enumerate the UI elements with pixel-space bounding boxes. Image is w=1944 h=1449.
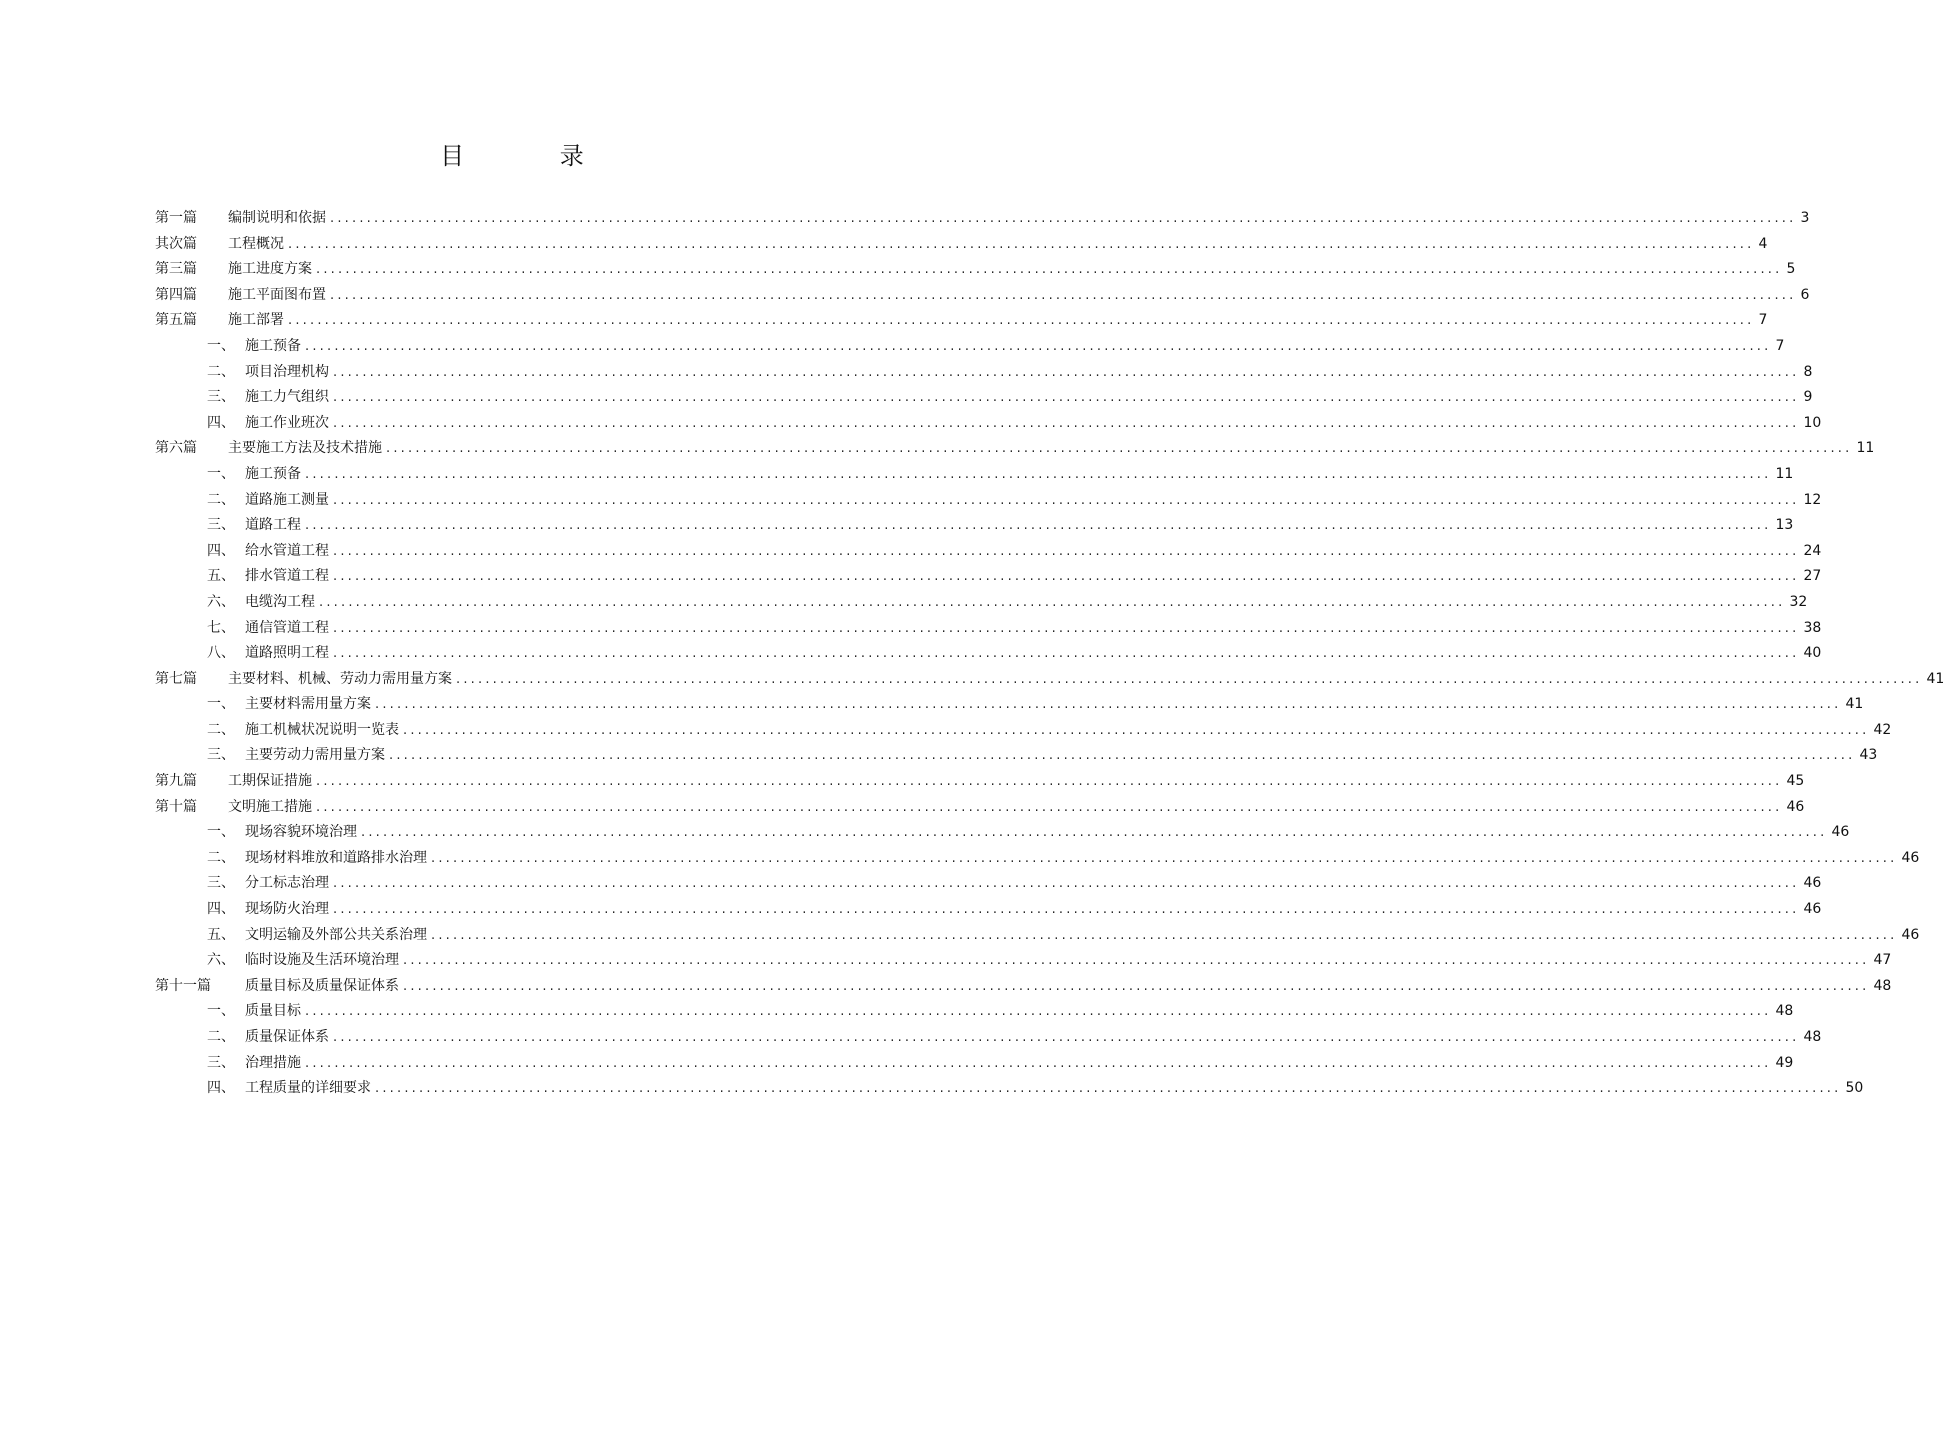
toc-leader-dots: ........................................................................................................................................................................................................ xyxy=(333,492,1800,508)
toc-entry[interactable] xyxy=(155,999,1794,1025)
toc-entry-number: 第九篇 xyxy=(155,773,197,790)
toc-entry-page: 38 xyxy=(1803,619,1822,636)
toc-entry-number: 三、 xyxy=(207,1054,235,1071)
toc-entry[interactable] xyxy=(155,974,1892,1000)
toc-entry-number: 二、 xyxy=(207,363,235,380)
toc-entry-label: 施工进度方案 xyxy=(228,261,312,278)
table-of-contents xyxy=(155,206,1944,1102)
toc-entry[interactable] xyxy=(155,513,1794,539)
toc-entry[interactable] xyxy=(155,283,1810,309)
toc-leader-dots: ........................................................................................................................................................................................................ xyxy=(305,518,1772,534)
toc-entry-label: 施工平面图布置 xyxy=(228,286,326,303)
toc-leader-dots: ........................................................................................................................................................................................................ xyxy=(333,902,1800,918)
toc-entry-label: 治理措施 xyxy=(245,1054,301,1071)
toc-entry[interactable] xyxy=(155,718,1892,744)
toc-entry-number: 三、 xyxy=(207,389,235,406)
toc-entry[interactable] xyxy=(155,897,1822,923)
toc-entry[interactable] xyxy=(155,923,1920,949)
toc-entry-page: 46 xyxy=(1786,798,1805,815)
toc-entry-number: 一、 xyxy=(207,465,235,482)
toc-entry-number: 六、 xyxy=(207,593,235,610)
toc-entry[interactable] xyxy=(155,232,1768,258)
toc-entry-label: 质量目标 xyxy=(245,1003,301,1020)
toc-entry-page: 46 xyxy=(1901,926,1920,943)
toc-entry-number: 三、 xyxy=(207,747,235,764)
toc-leader-dots: ........................................................................................................................................................................................................ xyxy=(330,287,1797,303)
toc-entry[interactable] xyxy=(155,308,1768,334)
toc-leader-dots: ........................................................................................................................................................................................................ xyxy=(319,594,1786,610)
toc-entry-label: 施工部署 xyxy=(228,312,284,329)
toc-entry-page: 11 xyxy=(1856,440,1875,457)
toc-entry-page: 41 xyxy=(1926,670,1944,687)
toc-leader-dots: ........................................................................................................................................................................................................ xyxy=(288,313,1755,329)
toc-entry-page: 8 xyxy=(1803,363,1813,380)
page-title: 目 录 xyxy=(440,142,628,170)
toc-entry-label: 施工力气组织 xyxy=(245,389,329,406)
toc-entry-page: 45 xyxy=(1786,773,1805,790)
toc-entry-label: 现场容貌环境治理 xyxy=(245,824,357,841)
toc-entry-page: 48 xyxy=(1775,1003,1794,1020)
toc-entry-number: 二、 xyxy=(207,491,235,508)
toc-entry-label: 施工机械状况说明一览表 xyxy=(245,721,399,738)
toc-entry-number: 一、 xyxy=(207,824,235,841)
toc-entry-label: 质量保证体系 xyxy=(245,1029,329,1045)
toc-entry-label: 现场防火治理 xyxy=(245,901,329,918)
toc-entry[interactable] xyxy=(155,436,1875,462)
toc-entry-number: 八、 xyxy=(207,645,235,662)
toc-entry-page: 6 xyxy=(1800,286,1810,303)
toc-entry-label: 质量目标及质量保证体系 xyxy=(245,977,399,994)
toc-entry-label: 主要材料、机械、劳动力需用量方案 xyxy=(228,670,452,687)
toc-entry-number: 一、 xyxy=(207,337,235,354)
toc-entry-page: 7 xyxy=(1775,337,1785,354)
toc-entry-label: 施工作业班次 xyxy=(245,414,329,431)
toc-entry-label: 工程质量的详细要求 xyxy=(245,1080,371,1097)
toc-entry[interactable] xyxy=(155,795,1805,821)
toc-entry-page: 9 xyxy=(1803,389,1813,406)
toc-leader-dots: ........................................................................................................................................................................................................ xyxy=(386,441,1853,457)
toc-entry-label: 工程概况 xyxy=(228,235,284,252)
toc-entry-number: 二、 xyxy=(207,1029,235,1045)
toc-entry-page: 48 xyxy=(1803,1029,1822,1045)
toc-entry[interactable] xyxy=(155,820,1850,846)
toc-leader-dots: ........................................................................................................................................................................................................ xyxy=(316,774,1783,790)
toc-leader-dots: ........................................................................................................................................................................................................ xyxy=(333,569,1800,585)
toc-entry[interactable] xyxy=(155,692,1864,718)
toc-entry-page: 10 xyxy=(1803,414,1822,431)
toc-leader-dots: ........................................................................................................................................................................................................ xyxy=(403,953,1870,969)
toc-entry-number: 五、 xyxy=(207,926,235,943)
toc-leader-dots: ........................................................................................................................................................................................................ xyxy=(333,1030,1800,1045)
toc-entry-number: 其次篇 xyxy=(155,235,197,252)
toc-entry-page: 40 xyxy=(1803,645,1822,662)
toc-entry-label: 文明运输及外部公共关系治理 xyxy=(245,926,427,943)
toc-entry-label: 施工预备 xyxy=(245,465,301,482)
toc-leader-dots: ........................................................................................................................................................................................................ xyxy=(305,1055,1772,1071)
toc-leader-dots: ........................................................................................................................................................................................................ xyxy=(305,338,1772,354)
toc-entry-label: 工期保证措施 xyxy=(228,773,312,790)
toc-entry[interactable] xyxy=(155,385,1813,411)
toc-entry-label: 主要施工方法及技术措施 xyxy=(228,440,382,457)
toc-entry[interactable] xyxy=(155,948,1892,974)
toc-leader-dots: ........................................................................................................................................................................................................ xyxy=(316,262,1783,278)
toc-entry[interactable] xyxy=(155,360,1813,386)
toc-entry-page: 13 xyxy=(1775,517,1794,534)
toc-leader-dots: ........................................................................................................................................................................................................ xyxy=(361,825,1828,841)
toc-entry[interactable] xyxy=(155,667,1944,693)
toc-entry-number: 第五篇 xyxy=(155,312,197,329)
toc-entry-label: 编制说明和依据 xyxy=(228,210,326,226)
toc-entry-page: 3 xyxy=(1800,210,1810,226)
toc-entry-label: 通信管道工程 xyxy=(245,619,329,636)
toc-entry-label: 施工预备 xyxy=(245,337,301,354)
toc-entry-page: 46 xyxy=(1803,901,1822,918)
toc-entry-number: 第十一篇 xyxy=(155,977,211,994)
toc-entry-label: 主要材料需用量方案 xyxy=(245,696,371,713)
toc-leader-dots: ........................................................................................................................................................................................................ xyxy=(305,1004,1772,1020)
toc-entry-page: 11 xyxy=(1775,465,1794,482)
toc-leader-dots: ........................................................................................................................................................................................................ xyxy=(431,850,1898,866)
toc-entry-label: 排水管道工程 xyxy=(245,568,329,585)
toc-entry-number: 二、 xyxy=(207,721,235,738)
toc-leader-dots: ........................................................................................................................................................................................................ xyxy=(389,748,1856,764)
toc-entry-page: 4 xyxy=(1758,235,1768,252)
toc-entry[interactable] xyxy=(155,411,1822,437)
toc-entry-label: 文明施工措施 xyxy=(228,798,312,815)
toc-entry-label: 临时设施及生活环境治理 xyxy=(245,952,399,969)
toc-entry-number: 第六篇 xyxy=(155,440,197,457)
toc-entry-page: 27 xyxy=(1803,568,1822,585)
toc-leader-dots: ........................................................................................................................................................................................................ xyxy=(403,722,1870,738)
toc-entry-page: 24 xyxy=(1803,542,1822,559)
toc-entry-number: 四、 xyxy=(207,1080,235,1097)
toc-entry-page: 46 xyxy=(1803,875,1822,892)
toc-entry-number: 一、 xyxy=(207,1003,235,1020)
toc-entry-number: 三、 xyxy=(207,875,235,892)
toc-entry[interactable] xyxy=(155,488,1822,514)
toc-leader-dots: ........................................................................................................................................................................................................ xyxy=(288,236,1755,252)
toc-entry-label: 现场材料堆放和道路排水治理 xyxy=(245,849,427,866)
toc-leader-dots: ........................................................................................................................................................................................................ xyxy=(305,466,1772,482)
toc-entry-number: 二、 xyxy=(207,849,235,866)
toc-leader-dots: ........................................................................................................................................................................................................ xyxy=(333,543,1800,559)
toc-entry-number: 第一篇 xyxy=(155,210,197,226)
toc-entry-page: 47 xyxy=(1873,952,1892,969)
toc-entry[interactable] xyxy=(155,871,1822,897)
toc-entry-label: 分工标志治理 xyxy=(245,875,329,892)
toc-entry-number: 第七篇 xyxy=(155,670,197,687)
toc-entry-page: 43 xyxy=(1859,747,1878,764)
toc-entry-label: 道路施工测量 xyxy=(245,491,329,508)
toc-leader-dots: ........................................................................................................................................................................................................ xyxy=(333,646,1800,662)
toc-leader-dots: ........................................................................................................................................................................................................ xyxy=(316,799,1783,815)
toc-entry-page: 7 xyxy=(1758,312,1768,329)
toc-leader-dots: ........................................................................................................................................................................................................ xyxy=(431,927,1898,943)
toc-entry-number: 第十篇 xyxy=(155,798,197,815)
toc-entry-page: 48 xyxy=(1873,977,1892,994)
toc-entry-label: 主要劳动力需用量方案 xyxy=(245,747,385,764)
toc-entry[interactable] xyxy=(155,616,1822,642)
toc-leader-dots: ........................................................................................................................................................................................................ xyxy=(456,671,1923,687)
toc-entry-page: 5 xyxy=(1786,261,1796,278)
toc-leader-dots: ........................................................................................................................................................................................................ xyxy=(375,1081,1842,1097)
toc-entry-number: 一、 xyxy=(207,696,235,713)
toc-entry-number: 六、 xyxy=(207,952,235,969)
toc-entry-page: 46 xyxy=(1831,824,1850,841)
toc-entry-label: 电缆沟工程 xyxy=(245,593,315,610)
toc-leader-dots: ........................................................................................................................................................................................................ xyxy=(330,211,1797,226)
toc-entry-number: 四、 xyxy=(207,901,235,918)
toc-leader-dots: ........................................................................................................................................................................................................ xyxy=(333,620,1800,636)
toc-entry-label: 道路工程 xyxy=(245,517,301,534)
toc-entry-page: 42 xyxy=(1873,721,1892,738)
toc-leader-dots: ........................................................................................................................................................................................................ xyxy=(333,415,1800,431)
toc-entry-label: 给水管道工程 xyxy=(245,542,329,559)
toc-entry[interactable] xyxy=(155,590,1808,616)
toc-entry-number: 四、 xyxy=(207,542,235,559)
toc-entry-page: 50 xyxy=(1845,1080,1864,1097)
toc-entry-number: 四、 xyxy=(207,414,235,431)
toc-entry[interactable] xyxy=(155,641,1822,667)
toc-leader-dots: ........................................................................................................................................................................................................ xyxy=(333,364,1800,380)
toc-entry[interactable] xyxy=(155,206,1810,232)
toc-entry[interactable] xyxy=(155,539,1822,565)
toc-entry-page: 32 xyxy=(1789,593,1808,610)
toc-entry[interactable] xyxy=(155,257,1796,283)
toc-entry[interactable] xyxy=(155,564,1822,590)
toc-leader-dots: ........................................................................................................................................................................................................ xyxy=(403,978,1870,994)
toc-entry-number: 三、 xyxy=(207,517,235,534)
toc-entry-label: 项目治理机构 xyxy=(245,363,329,380)
toc-entry-page: 41 xyxy=(1845,696,1864,713)
toc-entry-page: 49 xyxy=(1775,1054,1794,1071)
toc-leader-dots: ........................................................................................................................................................................................................ xyxy=(333,876,1800,892)
toc-entry[interactable] xyxy=(155,1076,1864,1102)
toc-entry[interactable] xyxy=(155,462,1794,488)
toc-entry[interactable] xyxy=(155,334,1785,360)
toc-entry[interactable] xyxy=(155,1025,1822,1051)
toc-entry-number: 七、 xyxy=(207,619,235,636)
toc-entry[interactable] xyxy=(155,743,1878,769)
toc-entry-label: 道路照明工程 xyxy=(245,645,329,662)
toc-entry[interactable] xyxy=(155,1051,1794,1077)
toc-entry-number: 第四篇 xyxy=(155,286,197,303)
toc-entry-page: 12 xyxy=(1803,491,1822,508)
toc-entry-number: 五、 xyxy=(207,568,235,585)
toc-entry-number: 第三篇 xyxy=(155,261,197,278)
toc-entry[interactable] xyxy=(155,769,1805,795)
toc-entry[interactable] xyxy=(155,846,1920,872)
toc-leader-dots: ........................................................................................................................................................................................................ xyxy=(375,697,1842,713)
toc-leader-dots: ........................................................................................................................................................................................................ xyxy=(333,390,1800,406)
toc-entry-page: 46 xyxy=(1901,849,1920,866)
